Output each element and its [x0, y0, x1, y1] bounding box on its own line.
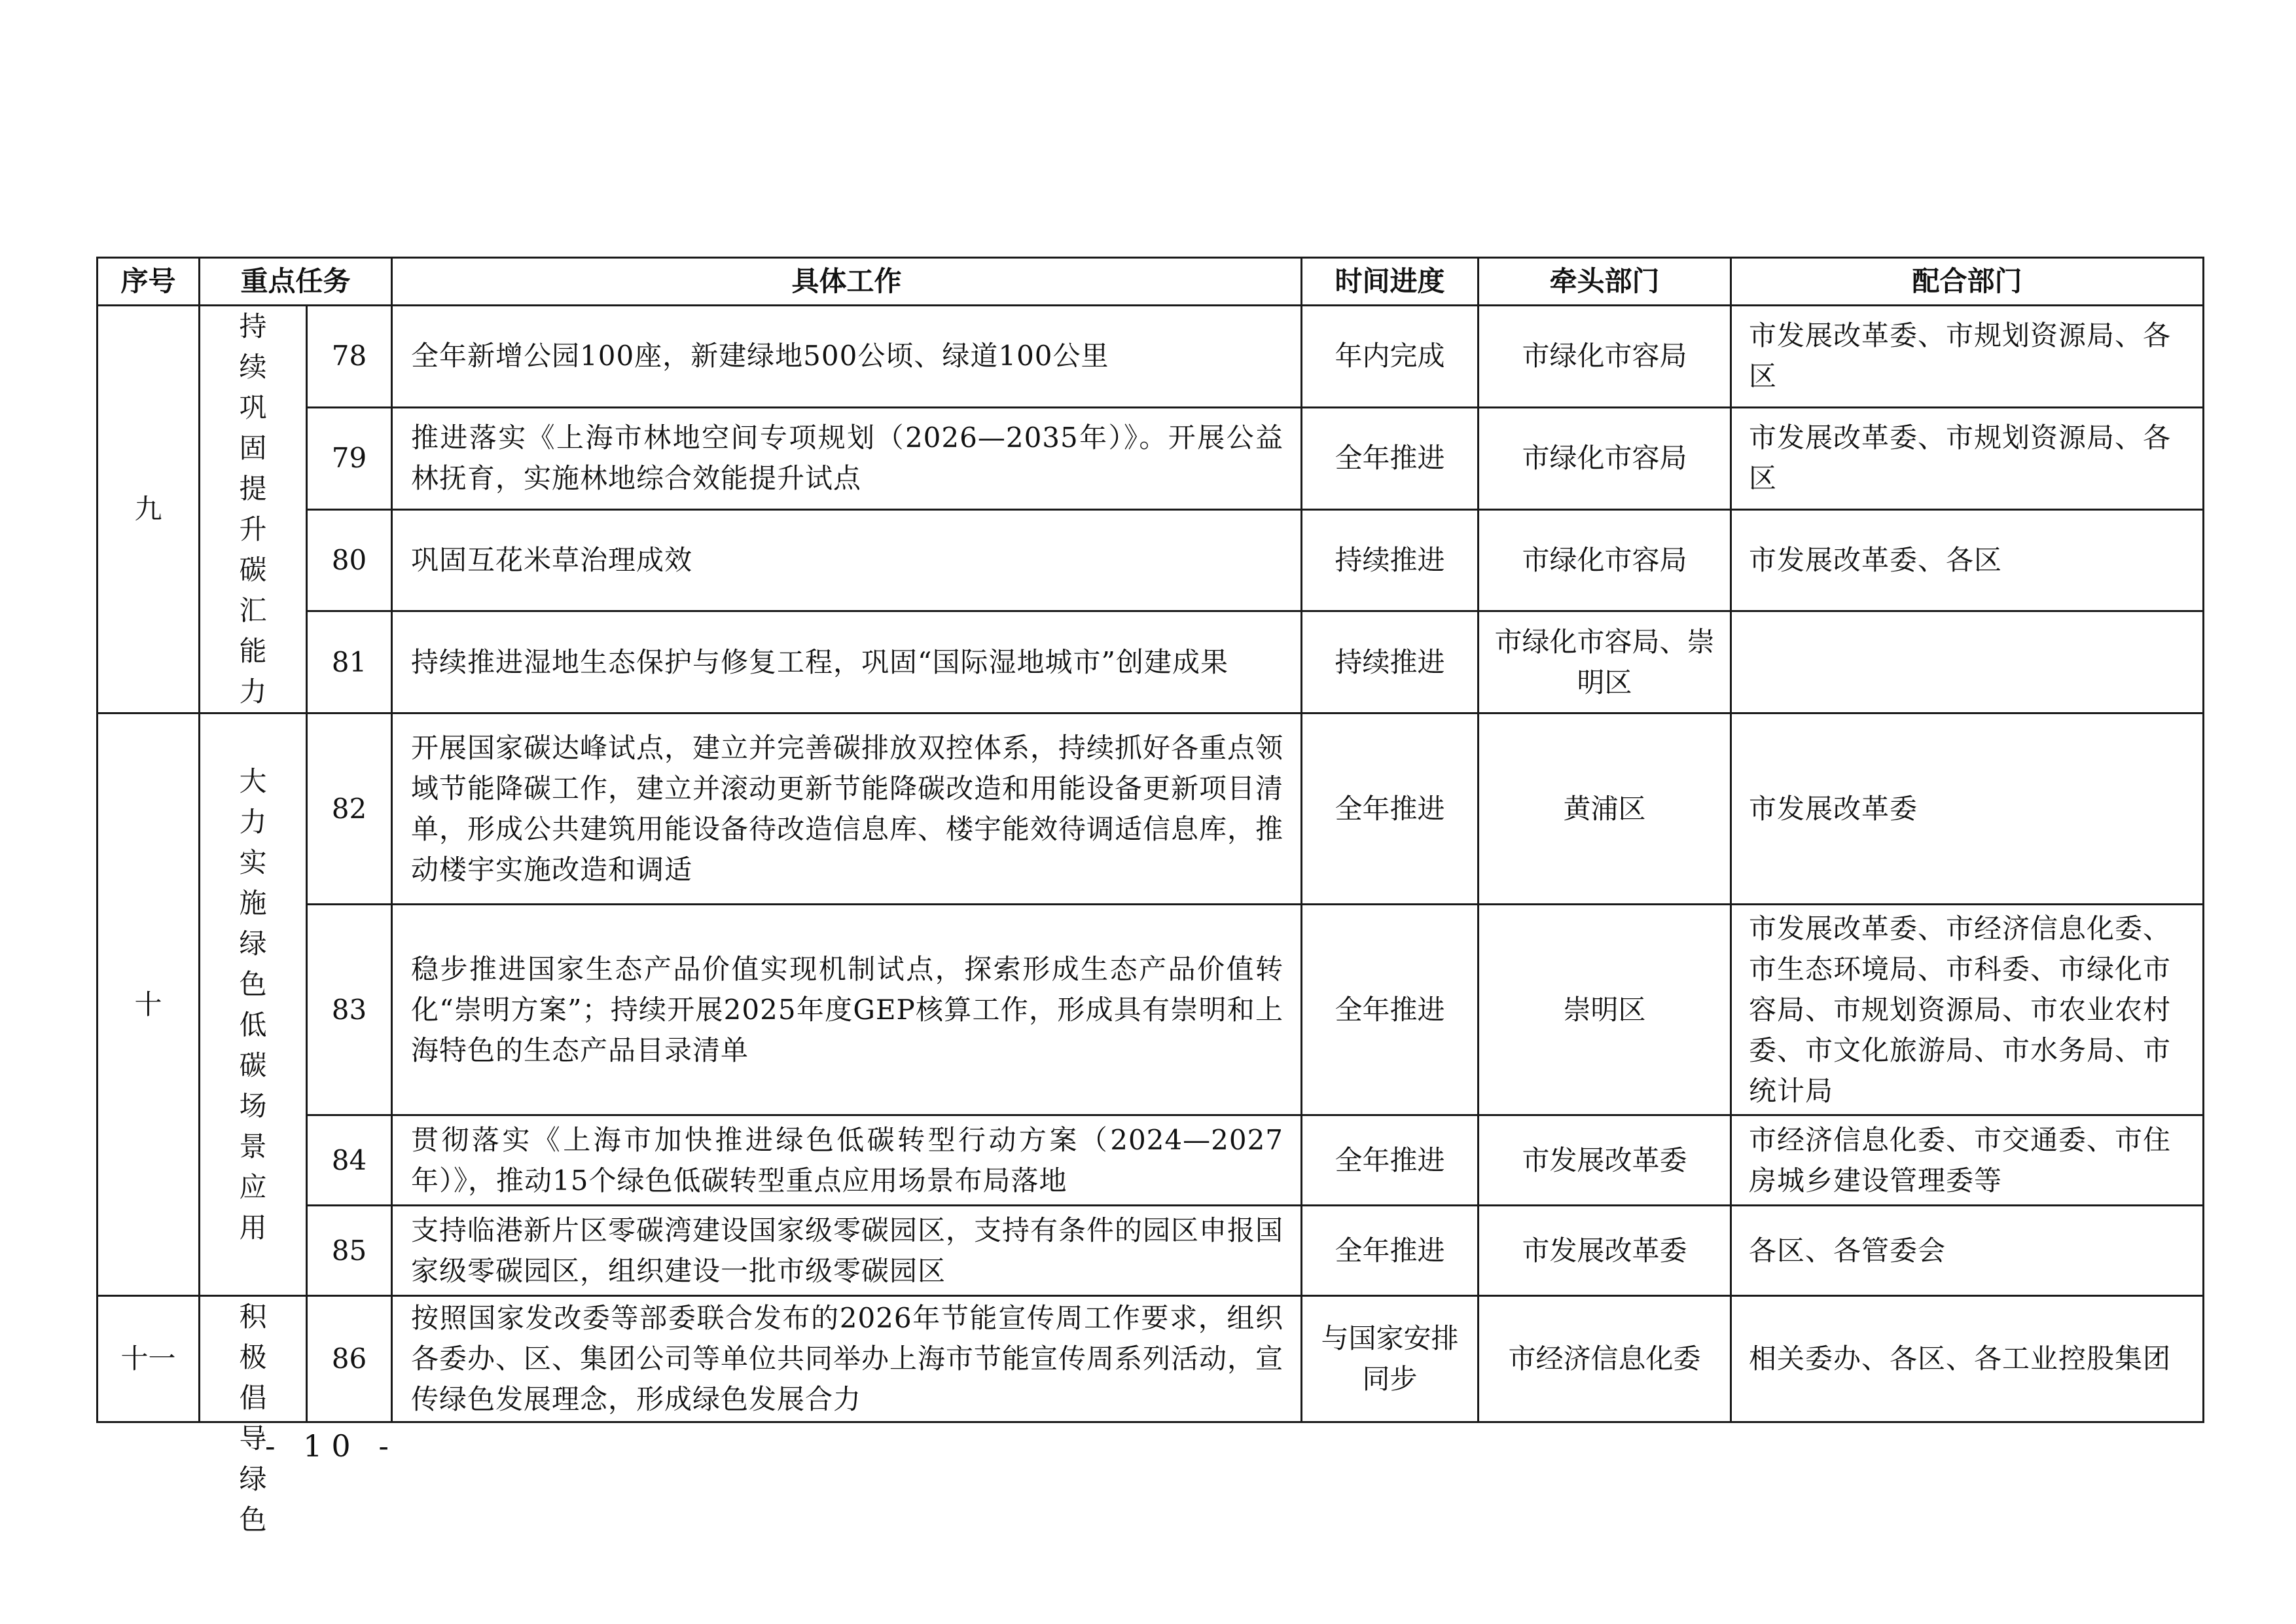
row-time: 全年推进 — [1302, 407, 1479, 509]
row-lead: 市绿化市容局 — [1479, 509, 1731, 611]
group-seq: 九 — [98, 306, 200, 713]
row-time: 全年推进 — [1302, 1206, 1479, 1296]
row-work: 全年新增公园100座，新建绿地500公顷、绿道100公里 — [392, 306, 1302, 408]
header-lead: 牵头部门 — [1479, 258, 1731, 306]
row-lead: 市发展改革委 — [1479, 1115, 1731, 1206]
header-row — [98, 258, 2204, 306]
row-coop: 市发展改革委、各区 — [1731, 509, 2204, 611]
group-seq: 十一 — [98, 1296, 200, 1422]
header-time: 时间进度 — [1302, 258, 1479, 306]
table-row — [98, 1115, 2204, 1206]
row-coop: 市经济信息化委、市交通委、市住房城乡建设管理委等 — [1731, 1115, 2204, 1206]
row-work: 按照国家发改委等部委联合发布的2026年节能宣传周工作要求，组织各委办、区、集团公司等单位共同举办上海市节能宣传周系列活动，宣传绿色发展理念，形成绿色发展合力 — [392, 1296, 1302, 1422]
row-coop: 相关委办、各区、各工业控股集团 — [1731, 1296, 2204, 1422]
row-lead: 黄浦区 — [1479, 713, 1731, 905]
group-seq: 十 — [98, 713, 200, 1296]
row-work: 贯彻落实《上海市加快推进绿色低碳转型行动方案（2024—2027年）》，推动15个绿色低碳转型重点应用场景布局落地 — [392, 1115, 1302, 1206]
row-work: 开展国家碳达峰试点，建立并完善碳排放双控体系，持续抓好各重点领域节能降碳工作，建立并滚动更新节能降碳改造和用能设备更新项目清单，形成公共建筑用能设备待改造信息库、楼宇能效待调适信息库，推动楼宇实施改造和调适 — [392, 713, 1302, 905]
row-work: 稳步推进国家生态产品价值实现机制试点，探索形成生态产品价值转化“崇明方案”；持续开展2025年度GEP核算工作，形成具有崇明和上海特色的生态产品目录清单 — [392, 905, 1302, 1115]
task-table — [96, 257, 2204, 1536]
row-work: 巩固互花米草治理成效 — [392, 509, 1302, 611]
table-row — [98, 611, 2204, 713]
table-row — [98, 1206, 2204, 1296]
page-number: - 10 - — [265, 1428, 398, 1464]
row-lead: 市绿化市容局 — [1479, 306, 1731, 408]
table-row — [98, 1296, 2204, 1422]
row-coop: 市发展改革委、市经济信息化委、市生态环境局、市科委、市绿化市容局、市规划资源局、市农业农村委、市文化旅游局、市水务局、市统计局 — [1731, 905, 2204, 1115]
group-task: 持续巩固提升碳汇能力 — [239, 310, 267, 708]
row-number: 85 — [307, 1206, 392, 1296]
header-work: 具体工作 — [392, 258, 1302, 306]
group-task: 积极倡导绿色 — [239, 1301, 267, 1536]
row-time: 年内完成 — [1302, 306, 1479, 408]
row-time: 持续推进 — [1302, 611, 1479, 713]
row-number: 81 — [307, 611, 392, 713]
header-task: 重点任务 — [200, 258, 392, 306]
header-seq: 序号 — [98, 258, 200, 306]
table-row — [98, 509, 2204, 611]
row-coop: 市发展改革委 — [1731, 713, 2204, 905]
table-row — [98, 407, 2204, 509]
table-row — [98, 306, 2204, 408]
row-lead: 市发展改革委 — [1479, 1206, 1731, 1296]
row-time: 全年推进 — [1302, 905, 1479, 1115]
row-number: 79 — [307, 407, 392, 509]
row-time: 全年推进 — [1302, 713, 1479, 905]
row-coop: 市发展改革委、市规划资源局、各区 — [1731, 407, 2204, 509]
row-number: 84 — [307, 1115, 392, 1206]
row-number: 83 — [307, 905, 392, 1115]
row-coop: 市发展改革委、市规划资源局、各区 — [1731, 306, 2204, 408]
row-number: 82 — [307, 713, 392, 905]
table-row — [98, 905, 2204, 1115]
row-number: 80 — [307, 509, 392, 611]
group-task-clip — [200, 1297, 306, 1536]
row-coop: 各区、各管委会 — [1731, 1206, 2204, 1296]
header-coop: 配合部门 — [1731, 258, 2204, 306]
row-lead: 市绿化市容局、崇明区 — [1479, 611, 1731, 713]
group-task-cell — [200, 306, 307, 713]
group-task-cell — [200, 713, 307, 1296]
row-time: 与国家安排同步 — [1302, 1296, 1479, 1422]
row-number: 86 — [307, 1296, 392, 1422]
row-time: 全年推进 — [1302, 1115, 1479, 1206]
row-time: 持续推进 — [1302, 509, 1479, 611]
row-lead: 崇明区 — [1479, 905, 1731, 1115]
row-coop — [1731, 611, 2204, 713]
row-work: 持续推进湿地生态保护与修复工程，巩固“国际湿地城市”创建成果 — [392, 611, 1302, 713]
row-work: 推进落实《上海市林地空间专项规划（2026—2035年）》。开展公益林抚育，实施林地综合效能提升试点 — [392, 407, 1302, 509]
group-task-cell — [200, 1296, 307, 1536]
row-work: 支持临港新片区零碳湾建设国家级零碳园区，支持有条件的园区申报国家级零碳园区，组织建设一批市级零碳园区 — [392, 1206, 1302, 1296]
group-task: 大力实施绿色低碳场景应用 — [239, 765, 267, 1244]
row-lead: 市绿化市容局 — [1479, 407, 1731, 509]
row-number: 78 — [307, 306, 392, 408]
table-row — [98, 713, 2204, 905]
row-lead: 市经济信息化委 — [1479, 1296, 1731, 1422]
